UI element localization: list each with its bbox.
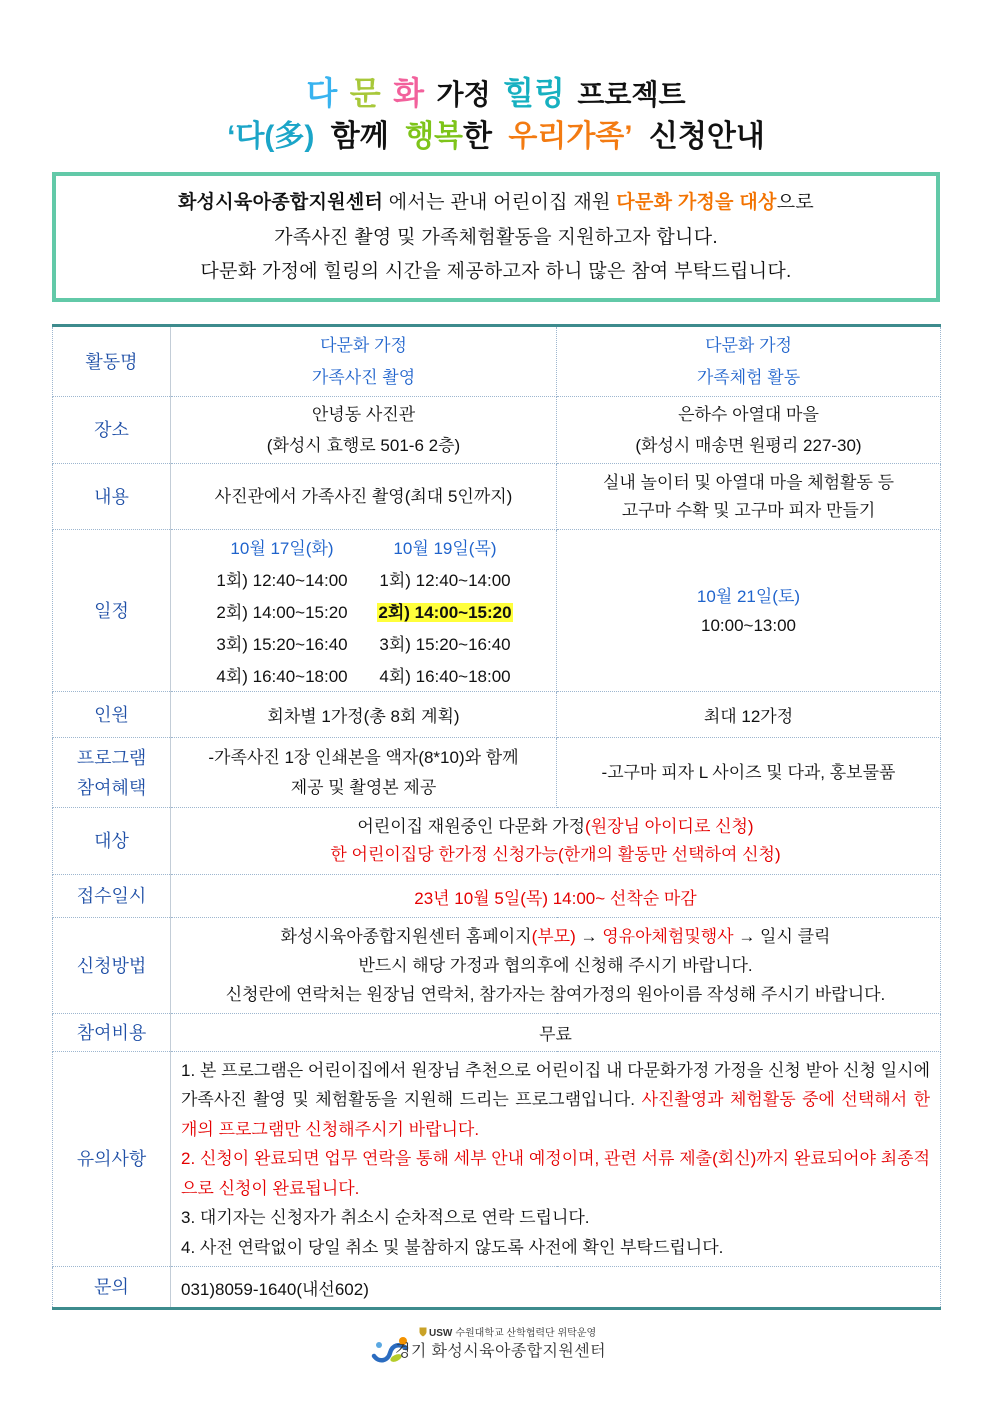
schedule-grid (171, 531, 556, 691)
row-content (53, 464, 941, 530)
title-line-1 (0, 70, 992, 116)
title-word-happy: 행복 (405, 120, 464, 153)
row-activity (53, 326, 941, 397)
schedule-session: 2회) 14:00~15:20 (216, 603, 348, 622)
schedule-date-2: 10월 19일(목) (393, 539, 497, 558)
target-line-2: 한 어린이집당 한가정 신청가능(한개의 활동만 선택하여 신청) (330, 845, 781, 864)
label-activity: 활동명 (53, 326, 171, 397)
schedule-session: 1회) 12:40~14:00 (216, 571, 348, 590)
headcount-experience-cell (557, 692, 941, 738)
note-item-1 (181, 1056, 930, 1144)
place-experience-name: 은하수 아열대 마을 (678, 405, 819, 424)
activity-experience-line-2: 가족체험 활동 (696, 367, 801, 387)
label-reception: 접수일시 (53, 875, 171, 918)
schedule-date-1: 10월 17일(화) (230, 539, 334, 558)
row-reception (53, 875, 941, 918)
benefit-photo-line-1: -가족사진 1장 인쇄본을 액자(8*10)와 함께 (208, 747, 519, 767)
row-benefit (53, 738, 941, 808)
intro-box (52, 172, 940, 302)
benefit-photo-line-2: 제공 및 촬영본 제공 (290, 777, 437, 797)
target-line-1-text: 어린이집 재원중인 다문화 가정 (357, 817, 586, 836)
target-cell (171, 808, 941, 875)
label-benefit-line-1: 프로그램 (76, 747, 147, 768)
row-schedule (53, 530, 941, 692)
method-line-2: 반드시 해당 가정과 협의후에 신청해 주시기 바랍니다. (358, 956, 753, 975)
method-site: 화성시육아종합지원센터 홈페이지 (280, 927, 532, 946)
schedule-session: 4회) 16:40~18:00 (216, 667, 348, 686)
intro-line-1 (56, 186, 936, 221)
target-line-1-red: (원장님 아이디로 신청) (585, 817, 754, 836)
activity-photo-cell (171, 326, 557, 397)
label-schedule: 일정 (53, 530, 171, 692)
footer-usw-mark: USW (429, 1328, 453, 1339)
fee-cell (171, 1014, 941, 1052)
title-word-together: 함께 (330, 120, 389, 153)
row-fee (53, 1014, 941, 1052)
schedule-experience-date: 10월 21일(토) (696, 586, 801, 606)
method-cell (171, 918, 941, 1014)
title-char-da: 다 (306, 75, 338, 111)
headcount-photo-text: 회차별 1가정(총 8회 계획) (267, 707, 460, 726)
row-method (53, 918, 941, 1014)
place-photo-cell (171, 397, 557, 464)
row-target (53, 808, 941, 875)
content-experience-line-1: 실내 놀이터 및 아열대 마을 체험활동 등 (602, 472, 895, 492)
note-item-1-red: 사진촬영과 체험활동 중에 선택해서 한 개의 프로그램만 신청해주시기 바랍니다. (181, 1090, 930, 1139)
reception-cell (171, 875, 941, 918)
title-word-han: 한 (463, 120, 493, 153)
benefit-experience-text: -고구마 피자 L 사이즈 및 다과, 홍보물품 (601, 762, 896, 782)
intro-line-3: 다문화 가정에 힐링의 시간을 제공하고자 하니 많은 참여 부탁드립니다. (200, 261, 792, 282)
title-word-project: 프로젝트 (577, 79, 686, 110)
footer-center-name: 경기 화성시육아종합지원센터 (395, 1343, 606, 1360)
headcount-photo-cell (171, 692, 557, 738)
activity-experience-cell (557, 326, 941, 397)
schedule-experience-cell (557, 530, 941, 692)
label-method: 신청방법 (53, 918, 171, 1014)
reception-text: 23년 10월 5일(목) 14:00~ 선착순 마감 (414, 888, 697, 908)
content-experience-cell (557, 464, 941, 530)
label-benefit-line-2: 참여혜택 (76, 777, 147, 798)
place-photo-address: (화성시 효행로 501-6 2층) (266, 436, 461, 455)
intro-mid-text: 에서는 관내 어린이집 재원 (383, 192, 617, 213)
schedule-session: 1회) 12:40~14:00 (379, 571, 511, 590)
note-item-3: 3. 대기자는 신청자가 취소시 순차적으로 연락 드립니다. (181, 1208, 590, 1228)
fee-text: 무료 (539, 1025, 572, 1044)
label-notes: 유의사항 (53, 1052, 171, 1267)
note-item-2: 2. 신청이 완료되면 업무 연락을 통해 세부 안내 예정이며, 관련 서류 제출(회신)까지 완료되어야 최종적으로 신청이 완료됩니다. (181, 1149, 930, 1198)
intro-target-text: 다문화 가정을 대상 (616, 192, 777, 213)
activity-photo-line-1: 다문화 가정 (320, 335, 407, 355)
row-place (53, 397, 941, 464)
label-contact: 문의 (53, 1267, 171, 1309)
title-char-hwa: 화 (393, 75, 425, 111)
row-notes (53, 1052, 941, 1267)
schedule-session-highlighted: 2회) 14:00~15:20 (378, 603, 512, 622)
method-rest: → 일시 클릭 (733, 927, 831, 946)
place-photo-name: 안녕동 사진관 (311, 405, 416, 424)
note-item-1-text: 1. 본 프로그램은 어린이집에서 원장님 추천으로 어린이집 내 다문화가정 가정을 신청 받아 신청 일시에 가족사진 촬영 및 체험활동을 지원해 드리는 프로그램입니다. (181, 1061, 930, 1110)
label-headcount: 인원 (53, 692, 171, 738)
title-word-family: 우리가족’ (508, 120, 633, 153)
headcount-experience-text: 최대 12가정 (703, 707, 794, 726)
title-word-dada: ‘다(多) (227, 120, 315, 153)
content-photo-cell (171, 464, 557, 530)
title-char-mun: 문 (349, 75, 381, 111)
content-photo-text: 사진관에서 가족사진 촬영(최대 5인까지) (214, 486, 513, 506)
place-experience-cell (557, 397, 941, 464)
method-parent: (부모) (531, 927, 576, 946)
target-line-1 (171, 813, 940, 841)
notes-cell (171, 1052, 941, 1267)
label-fee: 참여비용 (53, 1014, 171, 1052)
row-headcount (53, 692, 941, 738)
usw-shield-icon (419, 1327, 427, 1337)
method-arrow: → (575, 927, 603, 946)
benefit-photo-cell (171, 738, 557, 808)
method-line-1 (171, 922, 940, 951)
note-item-4: 4. 사전 연락없이 당일 취소 및 불참하지 않도록 사전에 확인 부탁드립니다. (181, 1237, 724, 1257)
schedule-experience-time: 10:00~13:00 (700, 615, 796, 635)
label-content: 내용 (53, 464, 171, 530)
row-contact (53, 1267, 941, 1309)
info-table (52, 324, 941, 1310)
schedule-session: 4회) 16:40~18:00 (379, 667, 511, 686)
title-word-healing: 힐링 (503, 75, 565, 111)
title-word-happy-group (405, 114, 492, 160)
schedule-session-highlighted-wrap (364, 598, 527, 623)
footer-operator: 수원대학교 산학협력단 위탁운영 (455, 1328, 597, 1339)
footer-operator-line (419, 1327, 596, 1340)
benefit-experience-cell (557, 738, 941, 808)
contact-cell (171, 1267, 941, 1309)
intro-center-name: 화성시육아종합지원센터 (178, 192, 384, 213)
content-experience-line-2: 고구마 수확 및 고구마 피자 만들기 (621, 500, 876, 520)
title-line-2 (0, 114, 992, 160)
schedule-session: 3회) 15:20~16:40 (379, 635, 511, 654)
activity-experience-line-1: 다문화 가정 (705, 335, 792, 355)
title-word-gajeong: 가정 (436, 79, 491, 110)
place-experience-address: (화성시 매송면 원평리 227-30) (635, 436, 862, 455)
method-menu: 영유아체험및행사 (602, 927, 734, 946)
label-place: 장소 (53, 397, 171, 464)
method-line-3: 신청란에 연락처는 원장님 연락처, 참가자는 참여가정의 원아이름 작성해 주시기 바랍니다. (225, 985, 886, 1004)
intro-end-text: 으로 (776, 192, 814, 213)
schedule-session: 3회) 15:20~16:40 (216, 635, 348, 654)
label-benefit (53, 738, 171, 808)
schedule-photo-cell (171, 530, 557, 692)
label-target: 대상 (53, 808, 171, 875)
contact-phone: 031)8059-1640(내선602) (181, 1279, 369, 1299)
intro-line-2: 가족사진 촬영 및 가족체험활동을 지원하고자 합니다. (274, 226, 718, 248)
activity-photo-line-2: 가족사진 촬영 (311, 367, 416, 387)
title-word-apply: 신청안내 (648, 120, 765, 153)
